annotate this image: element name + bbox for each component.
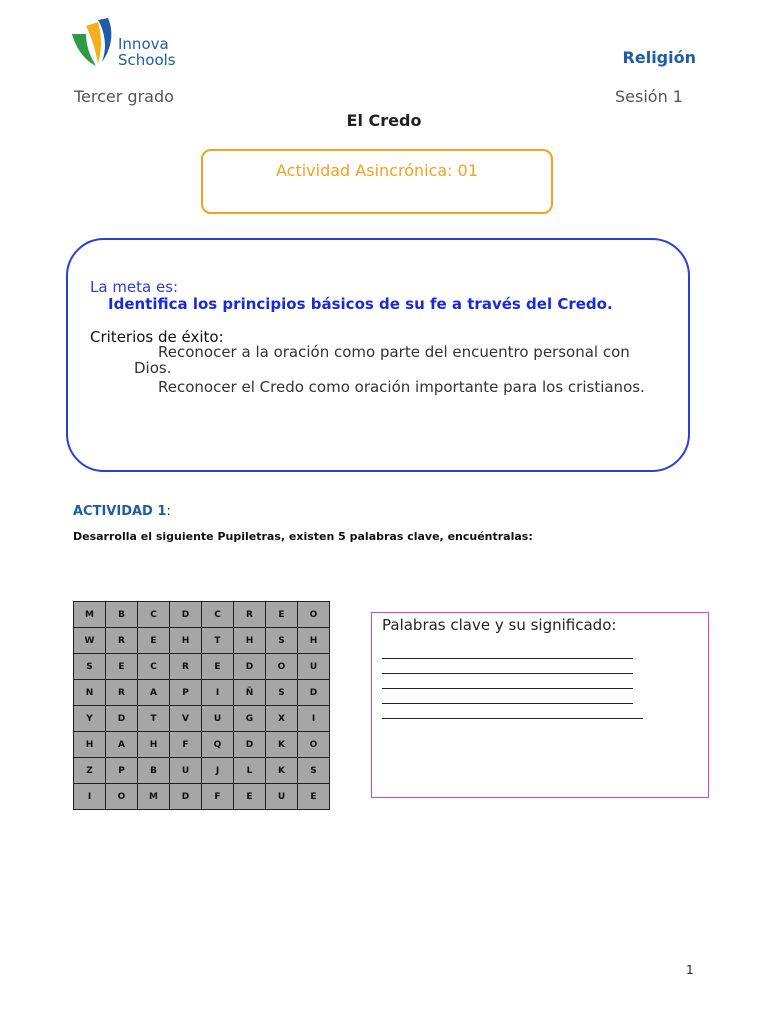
activity-1-label: ACTIVIDAD 1 bbox=[73, 504, 167, 519]
grid-cell[interactable]: B bbox=[106, 602, 138, 628]
grid-row bbox=[74, 654, 330, 680]
grid-row bbox=[74, 680, 330, 706]
answer-line[interactable] bbox=[382, 658, 633, 659]
grid-cell[interactable]: A bbox=[138, 680, 170, 706]
grid-cell[interactable]: E bbox=[138, 628, 170, 654]
goal-text: Identifica los principios básicos de su fe a través del Credo. bbox=[108, 295, 613, 313]
grid-cell[interactable]: X bbox=[266, 706, 298, 732]
grid-cell[interactable]: O bbox=[298, 732, 330, 758]
grid-cell[interactable]: H bbox=[74, 732, 106, 758]
grid-cell[interactable]: U bbox=[170, 758, 202, 784]
grid-cell[interactable]: U bbox=[298, 654, 330, 680]
grid-cell[interactable]: O bbox=[266, 654, 298, 680]
grid-cell[interactable]: H bbox=[298, 628, 330, 654]
grid-cell[interactable]: F bbox=[170, 732, 202, 758]
grid-row bbox=[74, 732, 330, 758]
grid-cell[interactable]: I bbox=[298, 706, 330, 732]
page-number: 1 bbox=[686, 963, 694, 977]
grid-cell[interactable]: Q bbox=[202, 732, 234, 758]
grid-cell[interactable]: S bbox=[298, 758, 330, 784]
grid-cell[interactable]: J bbox=[202, 758, 234, 784]
grid-cell[interactable]: R bbox=[170, 654, 202, 680]
grid-cell[interactable]: K bbox=[266, 758, 298, 784]
grid-cell[interactable]: D bbox=[234, 654, 266, 680]
grid-cell[interactable]: T bbox=[202, 628, 234, 654]
activity-badge bbox=[201, 149, 553, 214]
grid-cell[interactable]: S bbox=[266, 628, 298, 654]
criterion-2: Reconocer el Credo como oración importante para los cristianos. bbox=[158, 378, 645, 396]
grid-cell[interactable]: E bbox=[106, 654, 138, 680]
grid-cell[interactable]: M bbox=[74, 602, 106, 628]
answer-line[interactable] bbox=[382, 673, 633, 674]
grid-cell[interactable]: C bbox=[138, 654, 170, 680]
grid-cell[interactable]: C bbox=[138, 602, 170, 628]
grid-cell[interactable]: W bbox=[74, 628, 106, 654]
grid-cell[interactable]: Y bbox=[74, 706, 106, 732]
grid-row bbox=[74, 758, 330, 784]
grid-cell[interactable]: L bbox=[234, 758, 266, 784]
grid-cell[interactable]: F bbox=[202, 784, 234, 810]
activity-instructions: Desarrolla el siguiente Pupiletras, existen 5 palabras clave, encuéntralas: bbox=[73, 530, 533, 543]
grid-cell[interactable]: I bbox=[202, 680, 234, 706]
grid-cell[interactable]: S bbox=[74, 654, 106, 680]
activity-1-title bbox=[73, 504, 171, 519]
word-search-grid bbox=[73, 601, 330, 810]
grid-cell[interactable]: V bbox=[170, 706, 202, 732]
grid-cell[interactable]: R bbox=[106, 680, 138, 706]
goal-box bbox=[66, 238, 690, 472]
activity-1-colon: : bbox=[166, 504, 171, 519]
grid-cell[interactable]: O bbox=[298, 602, 330, 628]
grid-cell[interactable]: R bbox=[106, 628, 138, 654]
grade-label: Tercer grado bbox=[74, 87, 174, 106]
grid-row bbox=[74, 706, 330, 732]
grid-cell[interactable]: D bbox=[234, 732, 266, 758]
logo-line2: Schools bbox=[118, 51, 176, 69]
page-title: El Credo bbox=[346, 111, 422, 130]
grid-cell[interactable]: I bbox=[74, 784, 106, 810]
grid-cell[interactable]: E bbox=[298, 784, 330, 810]
subject-label: Religión bbox=[622, 48, 696, 67]
grid-cell[interactable]: R bbox=[234, 602, 266, 628]
grid-cell[interactable]: P bbox=[170, 680, 202, 706]
answer-line[interactable] bbox=[382, 688, 633, 689]
grid-cell[interactable]: Z bbox=[74, 758, 106, 784]
grid-cell[interactable]: H bbox=[234, 628, 266, 654]
grid-row bbox=[74, 602, 330, 628]
grid-cell[interactable]: E bbox=[234, 784, 266, 810]
keywords-title: Palabras clave y su significado: bbox=[382, 616, 617, 634]
answer-line[interactable] bbox=[382, 703, 633, 704]
grid-cell[interactable]: E bbox=[266, 602, 298, 628]
grid-cell[interactable]: P bbox=[106, 758, 138, 784]
grid-cell[interactable]: O bbox=[106, 784, 138, 810]
grid-cell[interactable]: S bbox=[266, 680, 298, 706]
grid-cell[interactable]: D bbox=[298, 680, 330, 706]
grid-cell[interactable]: U bbox=[266, 784, 298, 810]
grid-cell[interactable]: M bbox=[138, 784, 170, 810]
grid-cell[interactable]: D bbox=[170, 784, 202, 810]
answer-line[interactable] bbox=[382, 718, 643, 719]
grid-cell[interactable]: D bbox=[170, 602, 202, 628]
grid-cell[interactable]: A bbox=[106, 732, 138, 758]
grid-cell[interactable]: Ñ bbox=[234, 680, 266, 706]
session-label: Sesión 1 bbox=[615, 87, 683, 106]
grid-cell[interactable]: H bbox=[138, 732, 170, 758]
goal-heading: La meta es: bbox=[90, 278, 179, 296]
grid-cell[interactable]: C bbox=[202, 602, 234, 628]
grid-cell[interactable]: K bbox=[266, 732, 298, 758]
criteria-heading: Criterios de éxito: bbox=[90, 328, 224, 346]
grid-row bbox=[74, 784, 330, 810]
criterion-1: Reconocer a la oración como parte del encuentro personal con Dios. bbox=[134, 343, 630, 377]
activity-label: Actividad Asincrónica: 01 bbox=[276, 161, 478, 180]
grid-cell[interactable]: B bbox=[138, 758, 170, 784]
grid-cell[interactable]: T bbox=[138, 706, 170, 732]
grid-cell[interactable]: N bbox=[74, 680, 106, 706]
grid-cell[interactable]: D bbox=[106, 706, 138, 732]
grid-cell[interactable]: U bbox=[202, 706, 234, 732]
grid-cell[interactable]: G bbox=[234, 706, 266, 732]
keywords-box bbox=[371, 612, 709, 798]
logo-text bbox=[118, 36, 176, 68]
grid-row bbox=[74, 628, 330, 654]
logo-line1: Innova bbox=[118, 35, 169, 53]
grid-cell[interactable]: H bbox=[170, 628, 202, 654]
grid-cell[interactable]: E bbox=[202, 654, 234, 680]
